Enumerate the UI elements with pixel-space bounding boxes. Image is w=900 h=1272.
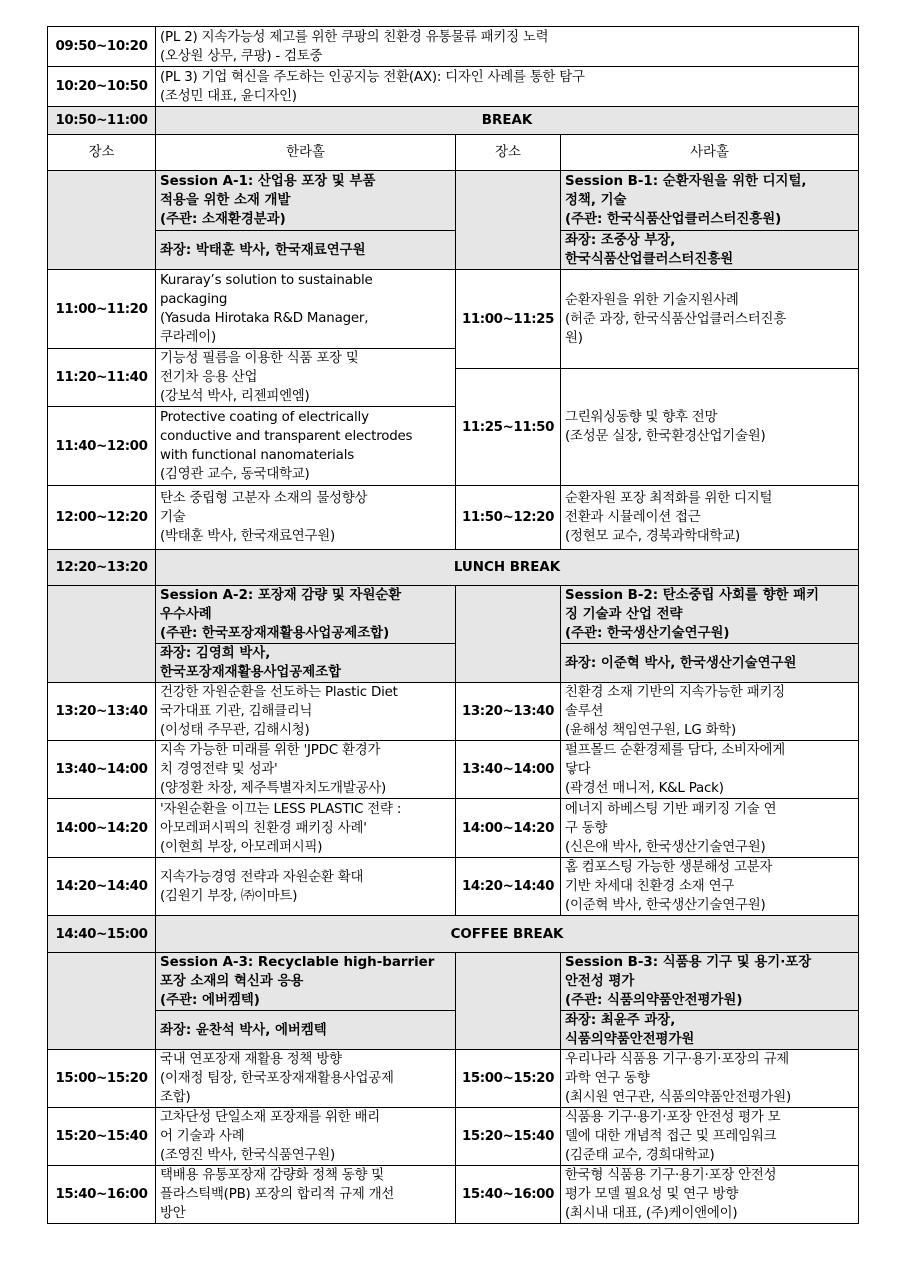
session-blank-cell [456, 953, 561, 1050]
talk-cell: 그린워싱동향 및 향후 전망 (조성문 실장, 한국환경산업기술원) [561, 369, 859, 486]
time-cell: 11:20~11:40 [48, 349, 156, 407]
talk-cell: (PL 2) 지속가능성 제고를 위한 쿠팡의 친환경 유통물류 패키징 노력 (오상원 상무, 쿠팡) - 검토중 [156, 27, 859, 67]
time-cell: 11:00~11:25 [456, 270, 561, 369]
session-b2-chair: 좌장: 이준혁 박사, 한국생산기술연구원 [561, 644, 859, 683]
talk-cell: 순환자원 포장 최적화를 위한 디지털 전환과 시뮬레이션 접근 (정현모 교수, 경북과학대학교) [561, 486, 859, 550]
time-cell: 11:40~12:00 [48, 407, 156, 486]
table-row [48, 486, 859, 550]
time-cell: 13:20~13:40 [456, 683, 561, 741]
hall-name-right: 사라홀 [561, 135, 859, 171]
talk-cell: Protective coating of electrically conductive and transparent electrodes with functional nanomaterials (김영관 교수, 동국대학교) [156, 407, 456, 486]
table-row [48, 1050, 859, 1108]
table-row [48, 270, 859, 349]
session-chair-row [48, 231, 859, 270]
session-a2-chair: 좌장: 김영희 박사, 한국포장재재활용사업공제조합 [156, 644, 456, 683]
time-cell: 09:50~10:20 [48, 27, 156, 67]
talk-cell: 기능성 필름을 이용한 식품 포장 및 전기차 응용 산업 (강보석 박사, 리젠피엔엠) [156, 349, 456, 407]
table-row [48, 67, 859, 107]
talk-cell: 건강한 자원순환을 선도하는 Plastic Diet 국가대표 기관, 김해클리닉 (이성태 주무관, 김해시청) [156, 683, 456, 741]
session-b1-title: Session B-1: 순환자원을 위한 디지털, 정책, 기술 (주관: 한국식품산업클러스터진흥원) [561, 171, 859, 231]
break-label: LUNCH BREAK [156, 550, 859, 586]
time-cell: 13:40~14:00 [456, 741, 561, 799]
talk-cell: 순환자원을 위한 기술지원사례 (허준 과장, 한국식품산업클러스터진흥 원) [561, 270, 859, 369]
time-cell: 12:00~12:20 [48, 486, 156, 550]
place-header-left: 장소 [48, 135, 156, 171]
time-cell: 15:00~15:20 [48, 1050, 156, 1108]
schedule-table [47, 26, 859, 1224]
table-row [48, 27, 859, 67]
session-a3-chair: 좌장: 윤찬석 박사, 에버켐텍 [156, 1011, 456, 1050]
table-row [48, 858, 859, 916]
talk-cell: 국내 연포장재 재활용 정책 방향 (이재정 팀장, 한국포장재재활용사업공제 조합) [156, 1050, 456, 1108]
break-row [48, 550, 859, 586]
time-cell: 12:20~13:20 [48, 550, 156, 586]
talk-cell: 고차단성 단일소재 포장재를 위한 배리 어 기술과 사례 (조영진 박사, 한국식품연구원) [156, 1108, 456, 1166]
session-a2-title: Session A-2: 포장재 감량 및 자원순환 우수사례 (주관: 한국포장재재활용사업공제조합) [156, 586, 456, 644]
place-header-right: 장소 [456, 135, 561, 171]
session-blank-cell [48, 953, 156, 1050]
session-blank-cell [48, 171, 156, 270]
time-cell: 10:50~11:00 [48, 107, 156, 135]
time-cell: 10:20~10:50 [48, 67, 156, 107]
talk-cell: 탄소 중립형 고분자 소재의 물성향상 기술 (박태훈 박사, 한국재료연구원) [156, 486, 456, 550]
session-a1-chair: 좌장: 박태훈 박사, 한국재료연구원 [156, 231, 456, 270]
time-cell: 14:00~14:20 [48, 799, 156, 858]
time-cell: 11:25~11:50 [456, 369, 561, 486]
talk-cell: 우리나라 식품용 기구·용기·포장의 규제 과학 연구 동향 (최시원 연구관, 식품의약품안전평가원) [561, 1050, 859, 1108]
session-title-row [48, 586, 859, 644]
talk-cell: 택배용 유통포장재 감량화 정책 동향 및 플라스틱백(PB) 포장의 합리적 규제 개선 방안 [156, 1166, 456, 1224]
session-title-row [48, 171, 859, 231]
break-label: BREAK [156, 107, 859, 135]
table-row [48, 1108, 859, 1166]
session-blank-cell [456, 171, 561, 270]
hall-header-row [48, 135, 859, 171]
table-row [48, 741, 859, 799]
session-blank-cell [48, 586, 156, 683]
session-b2-title: Session B-2: 탄소중립 사회를 향한 패키 징 기술과 산업 전략 (주관: 한국생산기술연구원) [561, 586, 859, 644]
talk-cell: Kuraray’s solution to sustainable packaging (Yasuda Hirotaka R&D Manager, 쿠라레이) [156, 270, 456, 349]
talk-cell: 지속 가능한 미래를 위한 'JPDC 환경가 치 경영전략 및 성과' (양정환 차장, 제주특별자치도개발공사) [156, 741, 456, 799]
time-cell: 15:20~15:40 [48, 1108, 156, 1166]
table-row [48, 1166, 859, 1224]
session-chair-row [48, 1011, 859, 1050]
time-cell: 11:00~11:20 [48, 270, 156, 349]
session-b3-chair: 좌장: 최윤주 과장, 식품의약품안전평가원 [561, 1011, 859, 1050]
time-cell: 13:40~14:00 [48, 741, 156, 799]
session-b1-chair: 좌장: 조중상 부장, 한국식품산업클러스터진흥원 [561, 231, 859, 270]
talk-cell: 친환경 소재 기반의 지속가능한 패키징 솔루션 (윤해성 책임연구원, LG 화학) [561, 683, 859, 741]
talk-cell: (PL 3) 기업 혁신을 주도하는 인공지능 전환(AX): 디자인 사례를 통한 탐구 (조성민 대표, 윤디자인) [156, 67, 859, 107]
time-cell: 13:20~13:40 [48, 683, 156, 741]
session-blank-cell [456, 586, 561, 683]
table-row [48, 799, 859, 858]
talk-cell: 지속가능경영 전략과 자원순환 확대 (김원기 부장, ㈜이마트) [156, 858, 456, 916]
break-row [48, 107, 859, 135]
talk-cell: 한국형 식품용 기구·용기·포장 안전성 평가 모델 필요성 및 연구 방향 (최시내 대표, (주)케이앤에이) [561, 1166, 859, 1224]
talk-cell: 에너지 하베스팅 기반 패키징 기술 연 구 동향 (신은애 박사, 한국생산기술연구원) [561, 799, 859, 858]
time-cell: 11:50~12:20 [456, 486, 561, 550]
break-label: COFFEE BREAK [156, 916, 859, 953]
session-b3-title: Session B-3: 식품용 기구 및 용기·포장 안전성 평가 (주관: 식품의약품안전평가원) [561, 953, 859, 1011]
session-title-row [48, 953, 859, 1011]
time-cell: 15:20~15:40 [456, 1108, 561, 1166]
hall-name-left: 한라홀 [156, 135, 456, 171]
talk-cell: 홈 컴포스팅 가능한 생분해성 고분자 기반 차세대 친환경 소재 연구 (이준혁 박사, 한국생산기술연구원) [561, 858, 859, 916]
break-row [48, 916, 859, 953]
time-cell: 14:40~15:00 [48, 916, 156, 953]
time-cell: 14:20~14:40 [48, 858, 156, 916]
session-chair-row [48, 644, 859, 683]
talk-cell: 펄프몰드 순환경제를 담다, 소비자에게 닿다 (곽경선 매니저, K&L Pack) [561, 741, 859, 799]
time-cell: 14:20~14:40 [456, 858, 561, 916]
session-a1-title: Session A-1: 산업용 포장 및 부품 적용을 위한 소재 개발 (주관: 소재환경분과) [156, 171, 456, 231]
time-cell: 15:40~16:00 [48, 1166, 156, 1224]
session-a3-title: Session A-3: Recyclable high-barrier 포장 소재의 혁신과 응용 (주관: 에버켐텍) [156, 953, 456, 1011]
talk-cell: 식품용 기구·용기·포장 안전성 평가 모 델에 대한 개념적 접근 및 프레임워크 (김준태 교수, 경희대학교) [561, 1108, 859, 1166]
table-row [48, 683, 859, 741]
talk-cell: '자원순환을 이끄는 LESS PLASTIC 전략 : 아모레퍼시픽의 친환경 패키징 사례' (이현희 부장, 아모레퍼시픽) [156, 799, 456, 858]
time-cell: 14:00~14:20 [456, 799, 561, 858]
time-cell: 15:00~15:20 [456, 1050, 561, 1108]
time-cell: 15:40~16:00 [456, 1166, 561, 1224]
